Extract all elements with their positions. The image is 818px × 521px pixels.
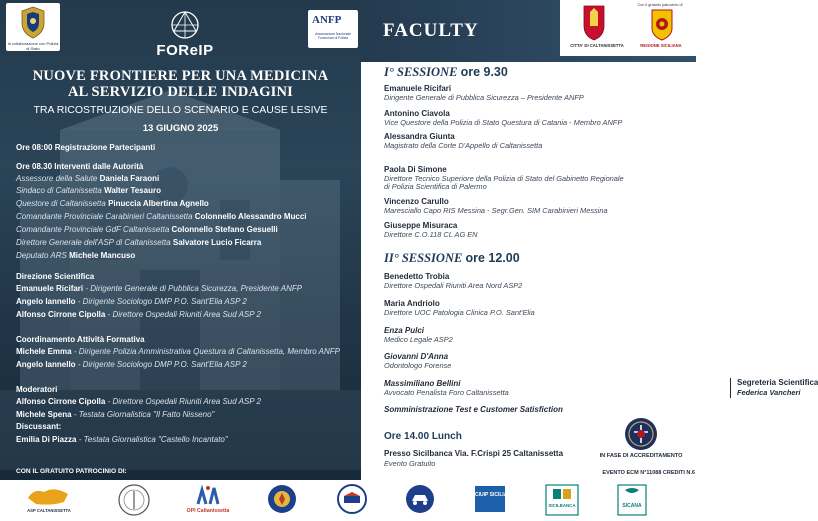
asp-caltanissetta-logo: ASP CALTANISSETTA xyxy=(24,484,74,518)
discussant-row: Emilia Di Piazza - Testata Giornalistica "Castello Incantato" xyxy=(16,435,228,444)
police-logo xyxy=(6,3,60,51)
authority-row: Comandante Provinciale GdF Caltanissetta Colonnello Stefano Gesuelli xyxy=(16,225,278,234)
moderators-heading: Moderatori xyxy=(16,385,58,394)
foreip-wordmark: FOReIP xyxy=(156,42,214,59)
faculty-entry: Enza Pulci Medico Legale ASP2 xyxy=(384,326,453,344)
car-emblem-icon xyxy=(405,484,435,518)
faculty-entry: Maria Andriolo Direttore UOC Patologia Clinica P.O. Sant'Elia xyxy=(384,299,535,317)
faculty-heading: FACULTY xyxy=(383,20,479,41)
authorities-heading: Ore 08.30 Interventi dalle Autorità xyxy=(16,162,144,171)
ciuip-logo: CIUIP SICILIA xyxy=(475,484,505,518)
patronage-note: Con il gratuito patrocinio di xyxy=(637,3,683,7)
registration-line: Ore 08:00 Registrazione Partecipanti xyxy=(16,143,156,152)
patronage-logos xyxy=(560,0,696,56)
secretary-name: Federica Vancheri xyxy=(737,388,801,397)
sicilbanca-logo: SICILBANCA xyxy=(545,484,579,518)
authority-row: Sindaco di Caltanissetta Walter Tesauro xyxy=(16,186,161,195)
region-caption: REGIONE SICILIANA xyxy=(640,43,682,48)
opi-logo: OPI Caltanissetta xyxy=(180,484,236,518)
faculty-entry: Emanuele Ricifari Dirigente Generale di Pubblica Sicurezza – Presidente ANFP xyxy=(384,84,584,102)
authority-row: Questore di Caltanissetta Pinuccia Albertina Agnello xyxy=(16,199,209,208)
scientific-row: Angelo Iannello - Dirigente Sociologo DMP P.O. Sant'Elia ASP 2 xyxy=(16,297,247,306)
scientific-heading: Direzione Scientifica xyxy=(16,272,95,281)
anfp-caption: Associazione Nazionale Funzionari di Polizia xyxy=(315,32,351,40)
event-title-line1: NUOVE FRONTIERE PER UNA MEDICINA xyxy=(32,68,329,84)
secretary-title: Segreteria Scientifica xyxy=(737,378,818,387)
event-title-block xyxy=(0,68,361,135)
sicana-logo: SICANA xyxy=(617,484,647,518)
foreip-logo xyxy=(140,8,230,58)
session1-heading: I° SESSIONE ore 9.30 xyxy=(384,65,508,79)
training-row: Angelo Iannello - Dirigente Sociologo DMP P.O. Sant'Elia ASP 2 xyxy=(16,360,247,369)
authority-row: Comandante Provinciale Carabinieri Caltanissetta Colonnello Alessandro Mucci xyxy=(16,212,307,221)
authority-row: Direttore Generale dell'ASP di Caltanissetta Salvatore Lucio Ficarra xyxy=(16,238,262,247)
secretary-divider xyxy=(730,378,731,398)
venue-note: Evento Gratuito xyxy=(384,459,436,468)
accreditation-status: IN FASE DI ACCREDITAMENTO xyxy=(599,453,683,459)
patronage-label: CON IL GRATUITO PATROCINIO DI: xyxy=(16,468,127,475)
event-date: 13 GIUGNO 2025 xyxy=(142,123,219,134)
session2-heading: II° SESSIONE ore 12.00 xyxy=(384,251,520,265)
globe-icon xyxy=(140,8,230,42)
event-title-line2: AL SERVIZIO DELLE INDAGINI xyxy=(67,84,294,100)
lunch-time: Ore 14.00 Lunch xyxy=(384,431,462,442)
faculty-entry: Benedetto Trobia Direttore Ospedali Riuniti Area Nord ASP2 xyxy=(384,272,523,290)
moderator-row: Michele Spena - Testata Giornalistica "Il Fatto Nisseno" xyxy=(16,410,215,419)
moderator-row: Alfonso Cirrone Cipolla - Direttore Ospedali Riuniti Area Sud ASP 2 xyxy=(16,397,261,406)
police-caption: In collaborazione con Polizia di Stato xyxy=(7,41,59,51)
faculty-entry: Antonino Ciavola Vice Questore della Polizia di Stato Questura di Catania - Membro ANFP xyxy=(384,109,623,127)
training-heading: Coordinamento Attività Formativa xyxy=(16,335,145,344)
authority-row: Deputato ARS Michele Mancuso xyxy=(16,251,136,260)
faculty-entry: Alessandra Giunta Magistrato della Corte D'Appello di Caltanissetta xyxy=(384,132,543,150)
faculty-entry: Giuseppe Misuraca Direttore C.O.118 CL AG EN xyxy=(384,221,478,239)
scientific-row: Emanuele Ricifari - Dirigente Generale di Pubblica Sicurezza, Presidente ANFP xyxy=(16,284,303,293)
sim-emblem-icon xyxy=(337,484,367,518)
city-caption: CITTA' DI CALTANISSETTA xyxy=(570,43,624,48)
faculty-entry: Massimiliano Bellini Avvocato Penalista Foro Caltanissetta xyxy=(384,379,509,397)
anfp-logo xyxy=(308,10,358,48)
police-emblem-icon xyxy=(267,484,297,518)
anfp-wordmark: ANFP xyxy=(312,14,342,26)
venue-address: Presso Sicilbanca Via. F.Crispi 25 Caltanissetta xyxy=(384,449,564,458)
faculty-entry: Vincenzo Carullo Maresciallo Capo RIS Messina - Segr.Gen. SIM Carabinieri Messina xyxy=(384,197,608,215)
medical-order-seal-icon xyxy=(117,484,151,518)
faculty-entry: Giovanni D'Anna Odontologo Forense xyxy=(384,352,452,370)
discussant-heading: Discussant: xyxy=(16,422,62,431)
faculty-entry: Paola Di Simone Direttore Tecnico Superiore della Polizia di Stato del Gabinetto Regionale di Polizia Scientifica di Palermo xyxy=(384,165,624,192)
training-row: Michele Emma - Dirigente Polizia Amministrativa Questura di Caltanissetta, Membro ANFP xyxy=(16,347,340,356)
program-panel xyxy=(0,0,361,480)
ecm-credits: EVENTO ECM N°11088 CREDITI N.6 xyxy=(602,470,695,476)
accreditation-seal-icon xyxy=(624,417,658,451)
scientific-row: Alfonso Cirrone Cipolla - Direttore Ospedali Riuniti Area Sud ASP 2 xyxy=(16,310,261,319)
event-subtitle: TRA RICOSTRUZIONE DELLO SCENARIO E CAUSE LESIVE xyxy=(33,104,328,116)
authority-row: Assessore della Salute Daniela Faraoni xyxy=(16,174,160,183)
test-line: Somministrazione Test e Customer Satisfiction xyxy=(384,405,563,414)
